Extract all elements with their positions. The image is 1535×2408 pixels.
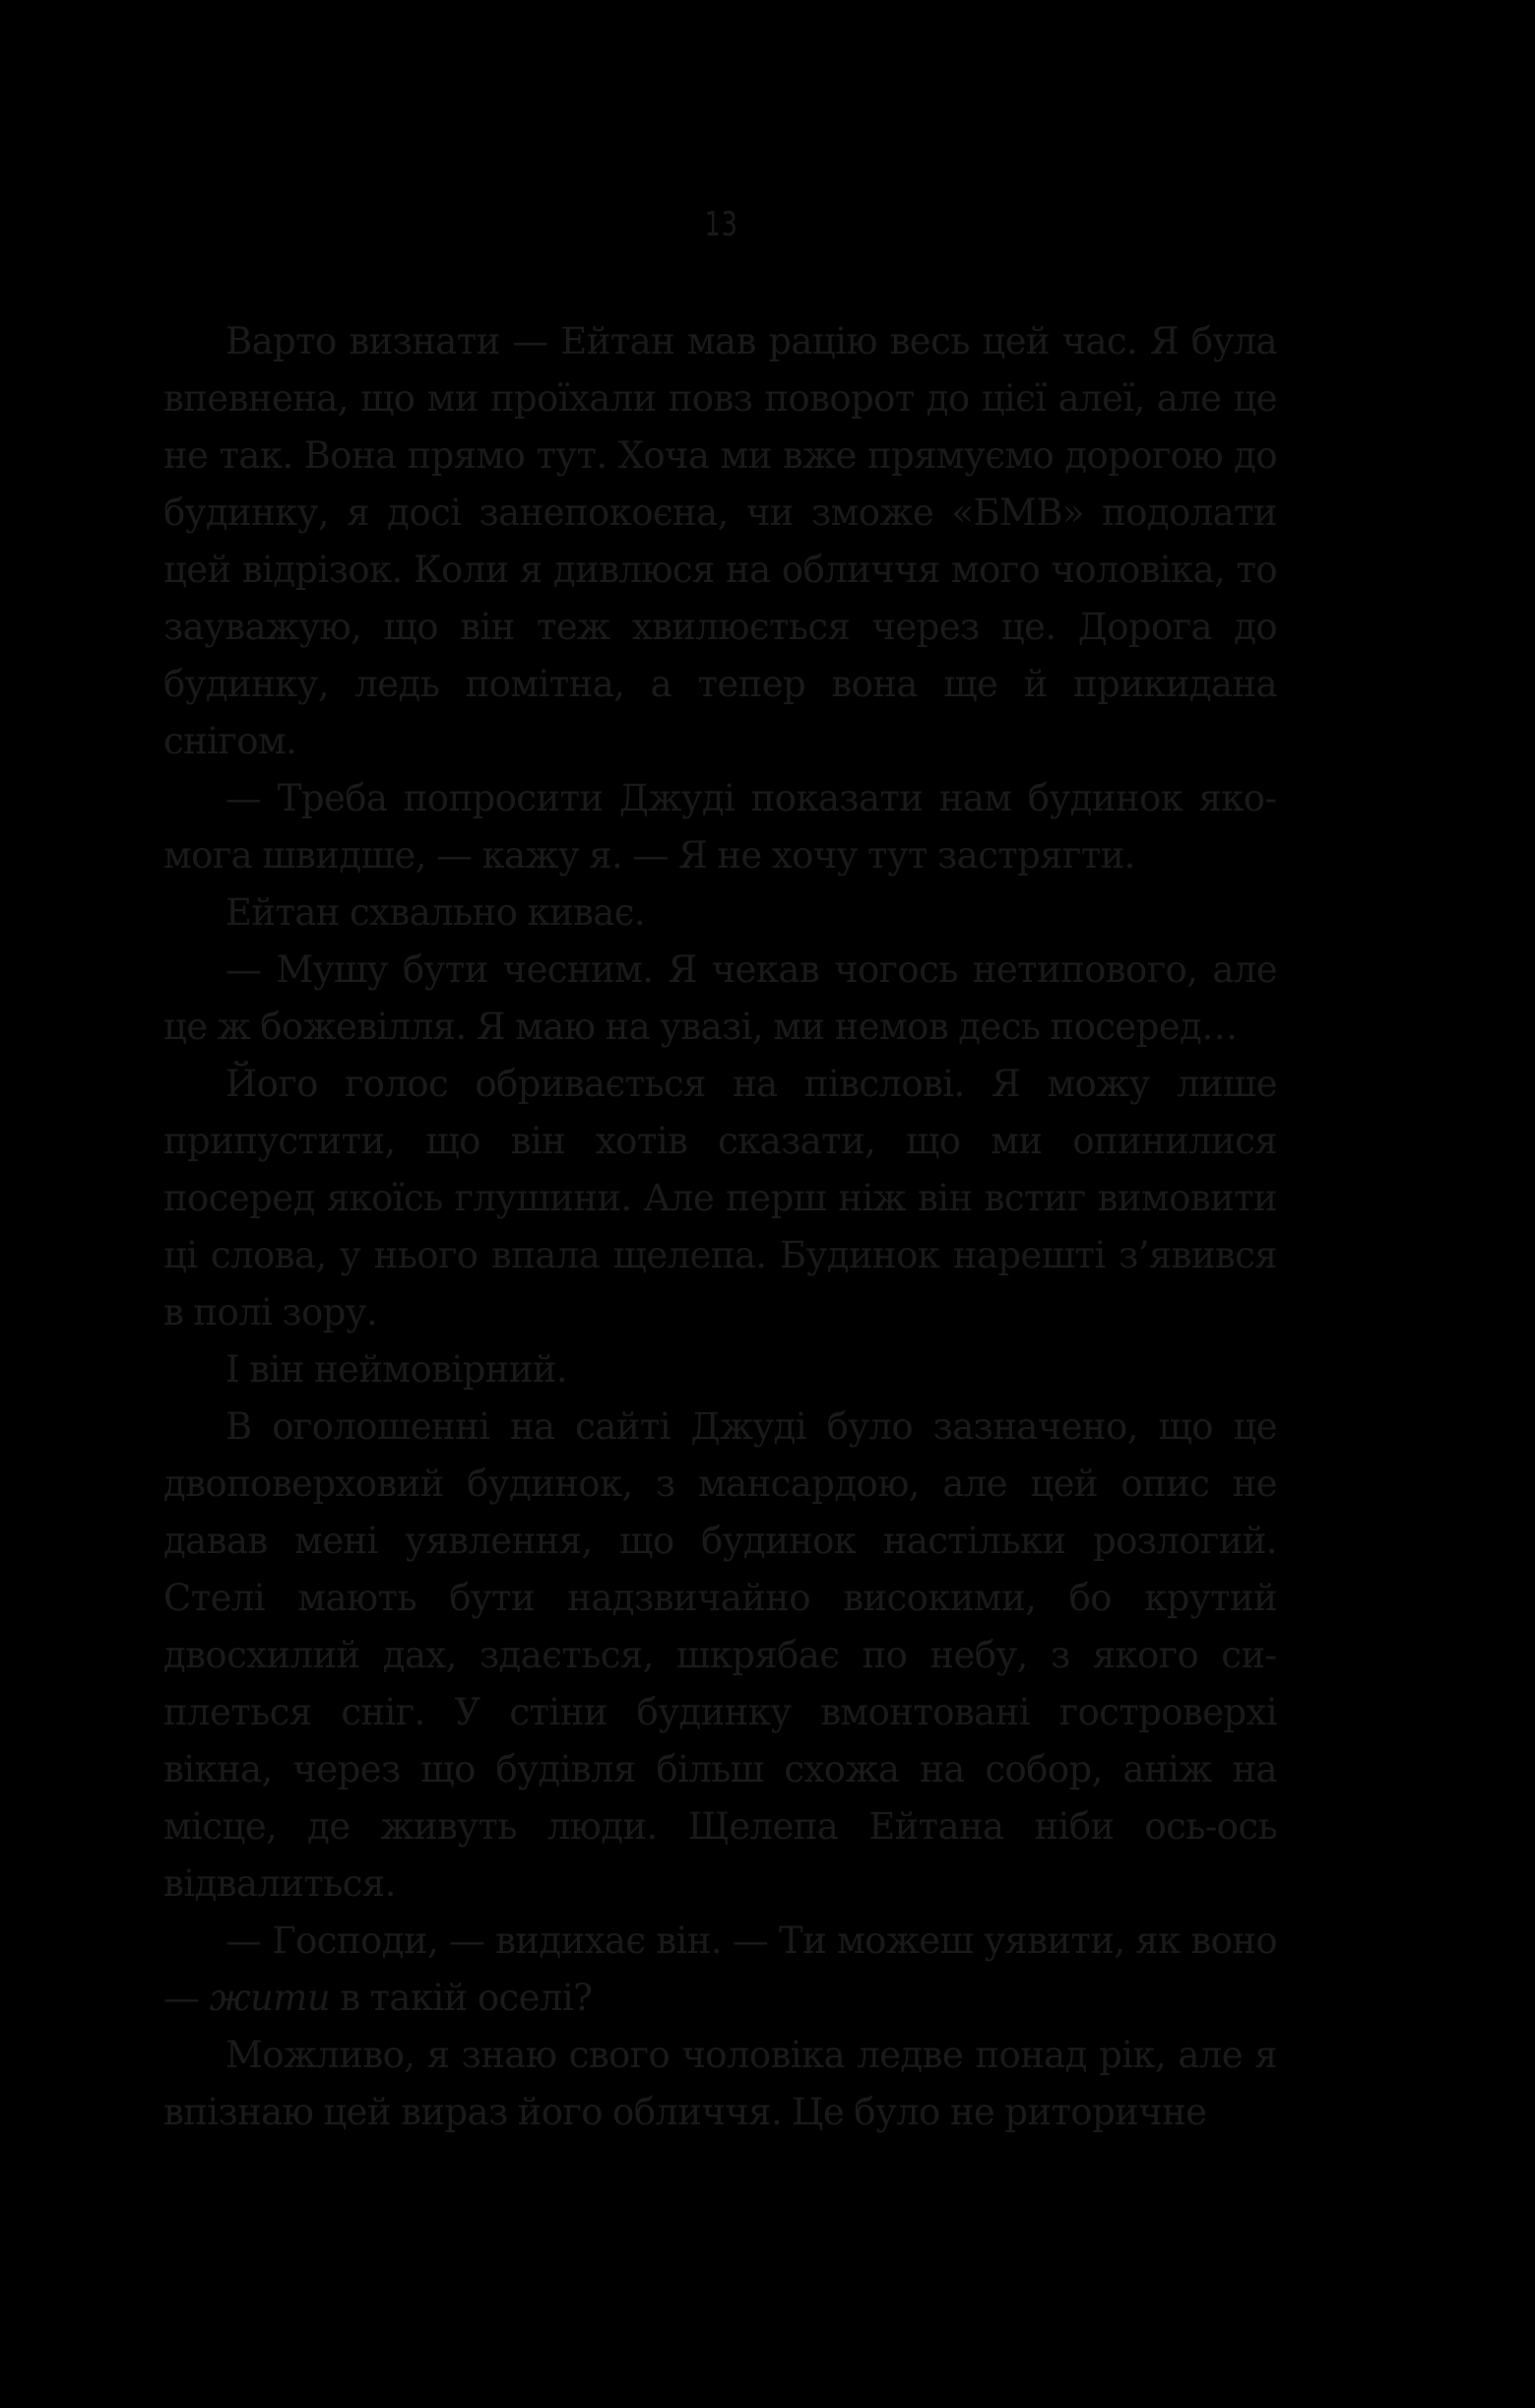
paragraph: І він неймовірний. — [225, 1348, 568, 1391]
paragraph: — Мушу бути чесним. Я чекав чогось нетипового, але це ж божевілля. Я маю на увазі, ми немов десь посеред… — [163, 948, 1277, 1048]
paragraph — [163, 1913, 1277, 2027]
paragraph: Можливо, я знаю свого чоловіка ледве понад рік, але я впізнаю цей вираз його обличчя. Це було не риторичне — [163, 2034, 1277, 2133]
paragraph: — Треба попросити Джуді показати нам будинок якомога швидше, — кажу я. — Я не хочу тут застрягти. — [163, 777, 1277, 877]
emphasis-text: жити — [209, 1977, 330, 2019]
body-text — [163, 313, 1277, 2141]
paragraph: Варто визнати — Ейтан мав рацію весь цей час. Я була впевнена, що ми проїхали повз поворот до цієї алеї, але це не так. Вона прямо тут. Хоча ми вже прямуємо дорогою до будинку, я досі занепокоєна, чи зможе «БМВ» подолати цей відрізок. Коли я дивлюся на обличчя мого чоловіка, то зауважую, що він теж хвилюється через це. Дорога до будинку, ледь помітна, а тепер вона ще й прикидана снігом. — [163, 320, 1277, 762]
paragraph: В оголошенні на сайті Джуді було зазначено, що це двоповерховий будинок, з мансардою, але цей опис не давав мені уявлення, що будинок настільки розлогий. Стелі мають бути надзвичайно високими, бо крутий двосхилий дах, здається, шкрябає по небу, з якого сиплеться сніг. У стіни будинку вмонтовані гостроверхі вікна, через що будівля більш схожа на собор, аніж на місце, де живуть люди. Щелепа Ейтана ніби ось-ось відвалиться. — [163, 1405, 1277, 1905]
paragraph-text: — Господи, — видихає він. — Ти можеш уявити, як воно — — [163, 1920, 1277, 2019]
paragraph: Ейтан схвально киває. — [225, 891, 646, 934]
paragraph-text: в такій оселі? — [329, 1977, 593, 2019]
paragraph: Його голос обривається на півслові. Я можу лише припустити, що він хотів сказати, що ми опинилися посеред якоїсь глушини. Але перш ніж він встиг вимовити ці слова, у нього впала щелепа. Будинок нарешті з’явився в полі зору. — [163, 1063, 1277, 1334]
page-number: 13 — [704, 205, 738, 244]
